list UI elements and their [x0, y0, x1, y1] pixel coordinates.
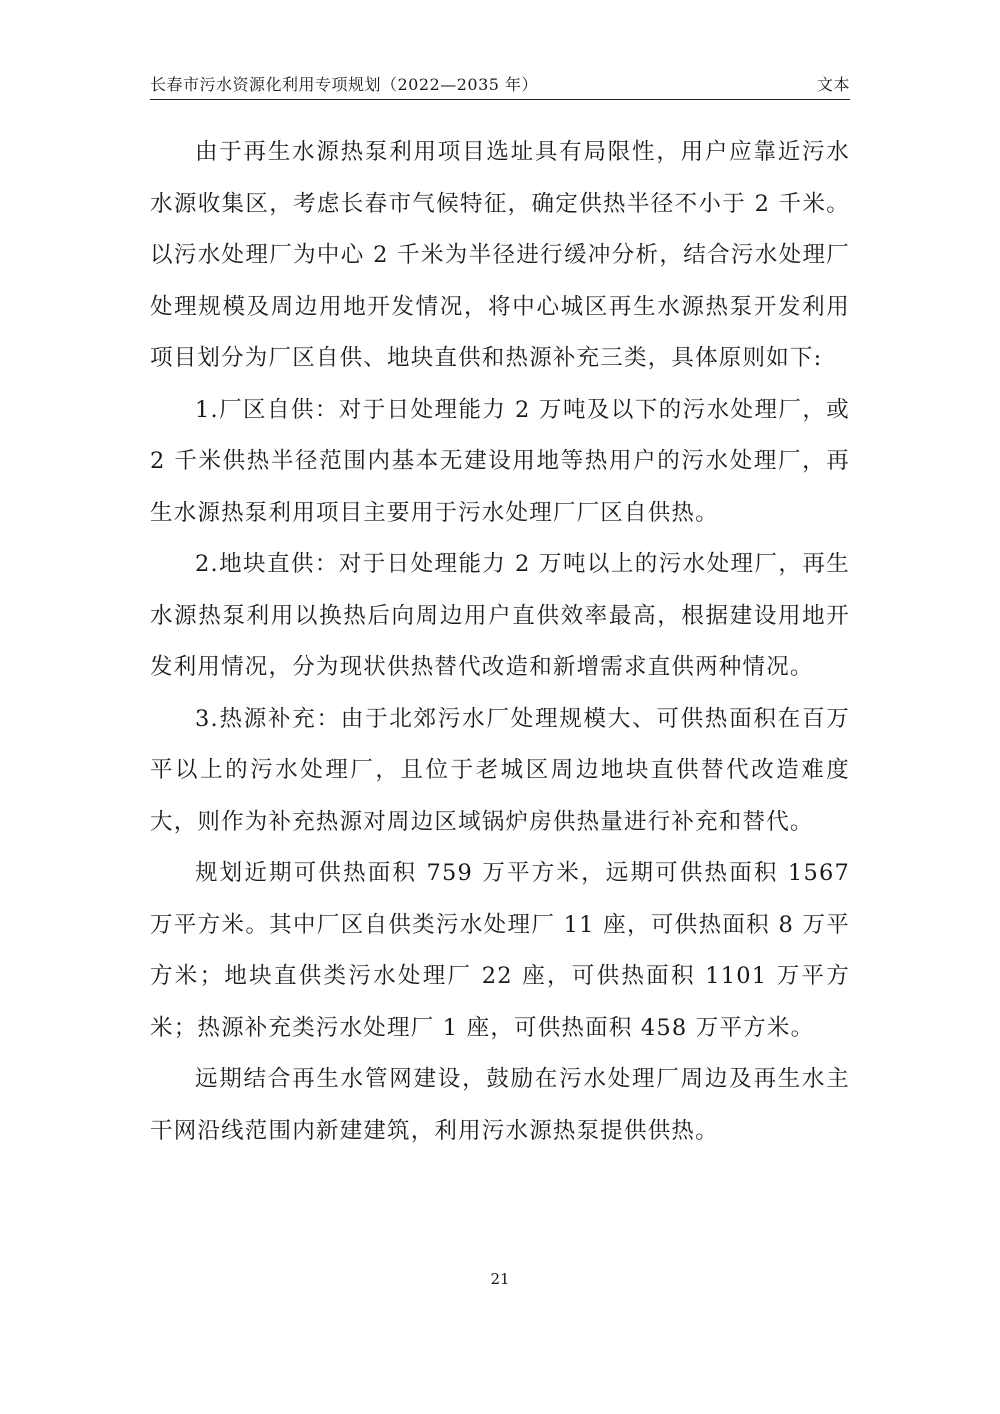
paragraph-plant-self-supply: 1.厂区自供：对于日处理能力 2 万吨及以下的污水处理厂，或 2 千米供热半径范围内基本无建设用地等热用户的污水处理厂，再生水源热泵利用项目主要用于污水处理厂厂区自供热。	[150, 396, 850, 526]
paragraph-long-term-plan: 远期结合再生水管网建设，鼓励在污水处理厂周边及再生水主干网沿线范围内新建建筑，利用污水源热泵提供供热。	[150, 1066, 850, 1144]
paragraph-plot-direct-supply: 2.地块直供：对于日处理能力 2 万吨以上的污水处理厂，再生水源热泵利用以换热后向周边用户直供效率最高，根据建设用地开发利用情况，分为现状供热替代改造和新增需求直供两种情况。	[150, 551, 850, 680]
document-title: 长春市污水资源化利用专项规划（2022—2035 年）	[150, 75, 539, 94]
page-number: 21	[490, 1270, 510, 1288]
body-text	[150, 127, 850, 1157]
paragraph-intro: 由于再生水源热泵利用项目选址具有局限性，用户应靠近污水水源收集区，考虑长春市气候特征，确定供热半径不小于 2 千米。以污水处理厂为中心 2 千米为半径进行缓冲分析，结合污水处理厂处理规模及周边用地开发情况，将中心城区再生水源热泵开发利用项目划分为厂区自供、地块直供和热源补充三类，具体原则如下:	[150, 139, 850, 371]
paragraph-heating-area-summary: 规划近期可供热面积 759 万平方米，远期可供热面积 1567 万平方米。其中厂区自供类污水处理厂 11 座，可供热面积 8 万平方米；地块直供类污水处理厂 22 座，可供热面积 1101 万平方米；热源补充类污水处理厂 1 座，可供热面积 458 万平方米。	[150, 860, 850, 1041]
section-label: 文本	[816, 75, 850, 94]
page-header	[150, 70, 850, 100]
paragraph-heat-source-supplement: 3.热源补充：由于北郊污水厂处理规模大、可供热面积在百万平以上的污水处理厂，且位于老城区周边地块直供替代改造难度大，则作为补充热源对周边区域锅炉房供热量进行补充和替代。	[150, 705, 850, 835]
